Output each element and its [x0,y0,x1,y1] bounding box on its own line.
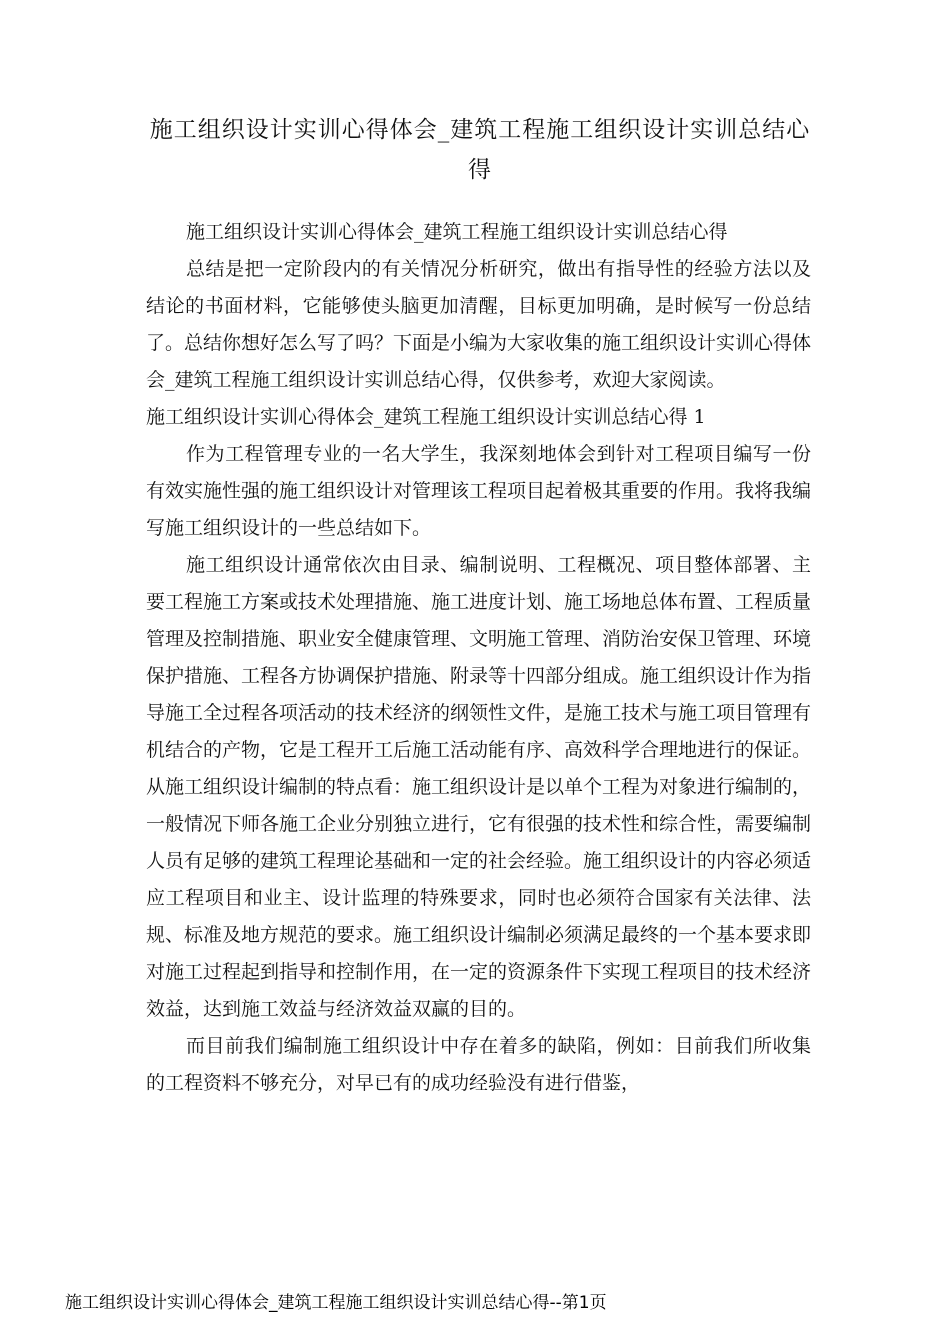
document-title: 施工组织设计实训心得体会_建筑工程施工组织设计实训总结心得 [149,117,811,183]
paragraph-intro: 总结是把一定阶段内的有关情况分析研究，做出有指导性的经验方法以及结论的书面材料，它能够使头脑更加清醒，目标更加明确，是时候写一份总结了。总结你想好怎么写了吗？下面是小编为大家收集的施工组织设计实训心得体会_建筑工程施工组织设计实训总结心得，仅供参考，欢迎大家阅读。 [146,258,812,391]
paragraph: 施工组织设计通常依次由目录、编制说明、工程概况、项目整体部署、主要工程施工方案或技术处理措施、施工进度计划、施工场地总体布置、工程质量管理及控制措施、职业安全健康管理、文明施工管理、消防治安保卫管理、环境保护措施、工程各方协调保护措施、附录等十四部分组成。施工组织设计作为指导施工全过程各项活动的技术经济的纲领性文件，是施工技术与施工项目管理有机结合的产物，它是工程开工后施工活动能有序、高效科学合理地进行的保证。从施工组织设计编制的特点看：施工组织设计是以单个工程为对象进行编制的，一般情况下师各施工企业分别独立进行，它有很强的技术性和综合性，需要编制人员有足够的建筑工程理论基础和一定的社会经验。施工组织设计的内容必须适应工程项目和业主、设计监理的特殊要求，同时也必须符合国家有关法律、法规、标准及地方规范的要求。施工组织设计编制必须满足最终的一个基本要求即对施工过程起到指导和控制作用，在一定的资源条件下实现工程项目的技术经济效益，达到施工效益与经济效益双赢的目的。 [146,554,812,1020]
page-footer: 施工组织设计实训心得体会_建筑工程施工组织设计实训总结心得--第1页 [65,1293,607,1313]
paragraph-heading: 施工组织设计实训心得体会_建筑工程施工组织设计实训总结心得 [186,221,728,243]
document-body [146,214,811,1102]
section-heading: 施工组织设计实训心得体会_建筑工程施工组织设计实训总结心得 1 [146,406,706,428]
paragraph: 作为工程管理专业的一名大学生，我深刻地体会到针对工程项目编写一份有效实施性强的施工组织设计对管理该工程项目起着极其重要的作用。我将我编写施工组织设计的一些总结如下。 [146,443,812,539]
paragraph: 而目前我们编制施工组织设计中存在着多的缺陷，例如：目前我们所收集的工程资料不够充分，对早已有的成功经验没有进行借鉴， [146,1035,811,1094]
